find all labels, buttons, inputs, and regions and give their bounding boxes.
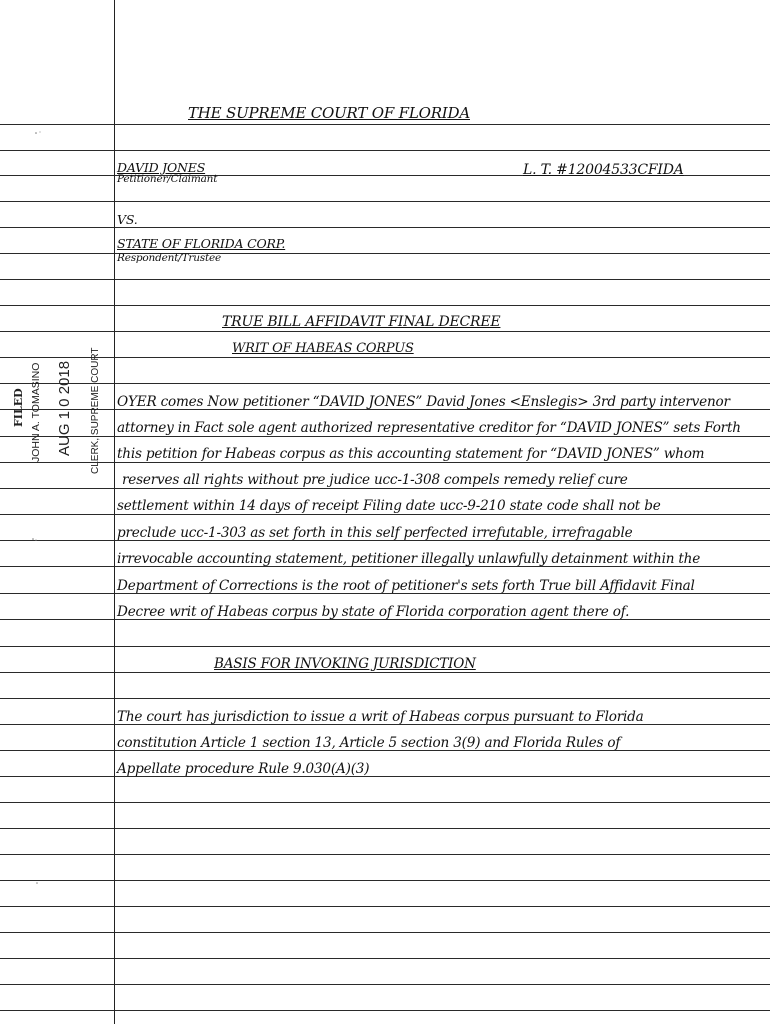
- body-line: settlement within 14 days of receipt Filing date ucc-9-210 state code shall not be: [117, 498, 661, 514]
- margin-line: [114, 0, 115, 1024]
- stamp-clerk-name: JOHN A. TOMASINO: [30, 362, 42, 462]
- body-line: irrevocable accounting statement, petitioner illegally unlawfully detainment within the: [117, 551, 701, 567]
- court-title: THE SUPREME COURT OF FLORIDA: [188, 104, 470, 122]
- respondent-role: Respondent/Trustee: [117, 252, 221, 264]
- stamp-filed-label: FILED: [12, 388, 25, 427]
- jurisdiction-line: Appellate procedure Rule 9.030(A)(3): [117, 761, 370, 777]
- stamp-office: CLERK, SUPREME COURT: [90, 347, 101, 474]
- petitioner-name: DAVID JONES: [117, 160, 206, 175]
- body-line: preclude ucc-1-303 as set forth in this self perfected irrefutable, irrefragable: [117, 525, 633, 541]
- petitioner-role: Petitioner/Claimant: [117, 173, 218, 185]
- case-number: L. T. #12004533CFIDA: [523, 162, 684, 178]
- punch-hole-mark: [30, 536, 38, 542]
- jurisdiction-line: constitution Article 1 section 13, Article 5 section 3(9) and Florida Rules of: [117, 735, 621, 751]
- body-line: Decree writ of Habeas corpus by state of Florida corporation agent there of.: [117, 604, 630, 620]
- punch-hole-mark: [34, 880, 42, 886]
- body-line: OYER comes Now petitioner “DAVID JONES” David Jones <Enslegis> 3rd party intervenor: [117, 394, 730, 410]
- jurisdiction-line: The court has jurisdiction to issue a writ of Habeas corpus pursuant to Florida: [117, 709, 644, 725]
- stamp-date: AUG 1 0 2018: [56, 360, 73, 456]
- respondent-name: STATE OF FLORIDA CORP.: [117, 236, 286, 251]
- body-line: attorney in Fact sole agent authorized representative creditor for “DAVID JONES” sets Forth: [117, 420, 741, 436]
- section-heading: BASIS FOR INVOKING JURISDICTION: [214, 656, 476, 672]
- versus-label: VS.: [117, 212, 138, 227]
- document-subtitle: WRIT OF HABEAS CORPUS: [232, 341, 414, 356]
- punch-hole-mark: [34, 130, 42, 136]
- body-line: this petition for Habeas corpus as this accounting statement for “DAVID JONES” whom: [117, 446, 705, 462]
- document-title: TRUE BILL AFFIDAVIT FINAL DECREE: [222, 314, 501, 330]
- body-line: reserves all rights without pre judice ucc-1-308 compels remedy relief cure: [122, 472, 628, 488]
- body-line: Department of Corrections is the root of petitioner's sets forth True bill Affidavit Final: [117, 578, 695, 594]
